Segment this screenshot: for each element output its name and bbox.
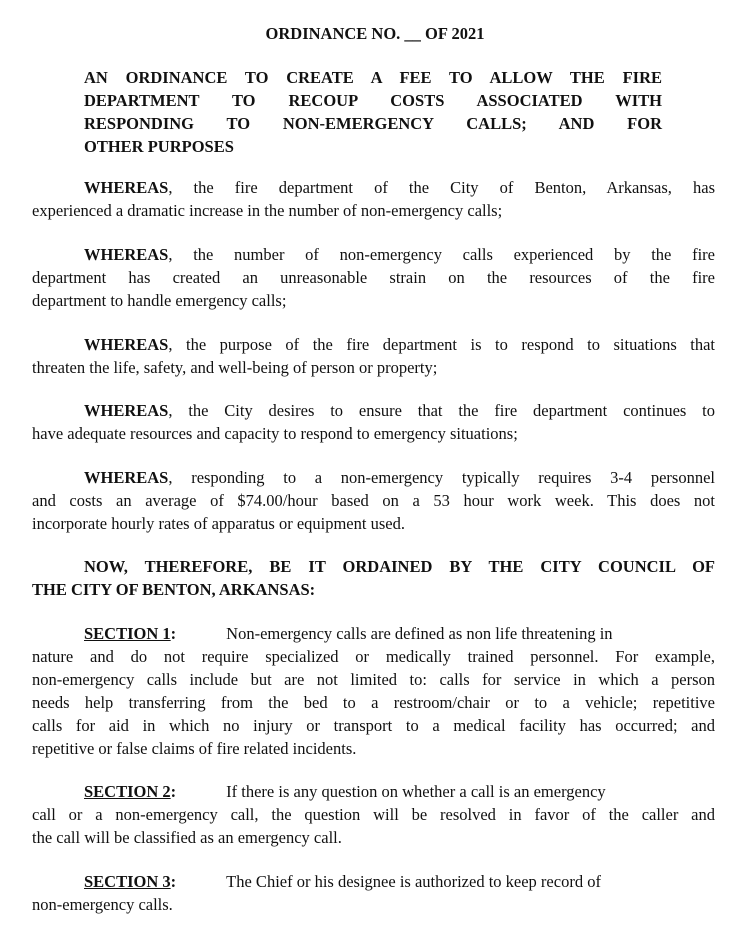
heading-line: AN ORDINANCE TO CREATE A FEE TO ALLOW THE FIRE: [84, 68, 662, 87]
whereas-label: WHEREAS: [84, 335, 169, 354]
ordinance-title: ORDINANCE NO. __ OF 2021: [265, 24, 485, 43]
section-label: SECTION 1: [84, 624, 171, 643]
paragraph-line: non-emergency calls.: [32, 895, 173, 914]
heading-line: RESPONDING TO NON-EMERGENCY CALLS; AND FOR: [84, 114, 662, 133]
paragraph-line: WHEREAS, the number of non-emergency calls experienced by the fire: [84, 245, 715, 264]
paragraph-line: WHEREAS, the fire department of the City of Benton, Arkansas, has: [84, 178, 715, 197]
paragraph-line: and costs an average of $74.00/hour based on a 53 hour work week. This does not: [32, 491, 715, 510]
paragraph-line: have adequate resources and capacity to respond to emergency situations;: [32, 424, 518, 443]
paragraph-line: experienced a dramatic increase in the number of non-emergency calls;: [32, 201, 503, 220]
section-label: SECTION 3: [84, 872, 171, 891]
whereas-label: WHEREAS: [84, 468, 169, 487]
whereas-label: WHEREAS: [84, 245, 169, 264]
heading-line: OTHER PURPOSES: [84, 137, 234, 156]
paragraph-line: repetitive or false claims of fire related incidents.: [32, 739, 357, 758]
ordained-line: NOW, THEREFORE, BE IT ORDAINED BY THE CITY COUNCIL OF: [84, 557, 715, 576]
paragraph-line: incorporate hourly rates of apparatus or equipment used.: [32, 514, 405, 533]
whereas-label: WHEREAS: [84, 401, 169, 420]
paragraph-line: calls for aid in which no injury or transport to a medical facility has occurred; and: [32, 716, 715, 735]
paragraph-line: WHEREAS, responding to a non-emergency typically requires 3-4 personnel: [84, 468, 715, 487]
paragraph-line: threaten the life, safety, and well-being of person or property;: [32, 358, 438, 377]
section-label: SECTION 2: [84, 782, 171, 801]
paragraph-line: nature and do not require specialized or medically trained personnel. For example,: [32, 647, 715, 666]
section-first-line: SECTION 2: If there is any question on whether a call is an emergency: [84, 782, 606, 801]
paragraph-line: WHEREAS, the City desires to ensure that the fire department continues to: [84, 401, 715, 420]
paragraph-line: department has created an unreasonable strain on the resources of the fire: [32, 268, 715, 287]
paragraph-line: non-emergency calls include but are not limited to: calls for service in which a person: [32, 670, 715, 689]
paragraph-line: call or a non-emergency call, the question will be resolved in favor of the caller and: [32, 805, 715, 824]
section-first-line: SECTION 3: The Chief or his designee is authorized to keep record of: [84, 872, 601, 891]
section-first-line: SECTION 1: Non-emergency calls are defined as non life threatening in: [84, 624, 613, 643]
whereas-label: WHEREAS: [84, 178, 169, 197]
ordained-line: THE CITY OF BENTON, ARKANSAS:: [32, 580, 316, 599]
paragraph-line: needs help transferring from the bed to a restroom/chair or to a vehicle; repetitive: [32, 693, 715, 712]
paragraph-line: the call will be classified as an emergency call.: [32, 828, 342, 847]
paragraph-line: department to handle emergency calls;: [32, 291, 287, 310]
heading-line: DEPARTMENT TO RECOUP COSTS ASSOCIATED WITH: [84, 91, 662, 110]
paragraph-line: WHEREAS, the purpose of the fire department is to respond to situations that: [84, 335, 715, 354]
